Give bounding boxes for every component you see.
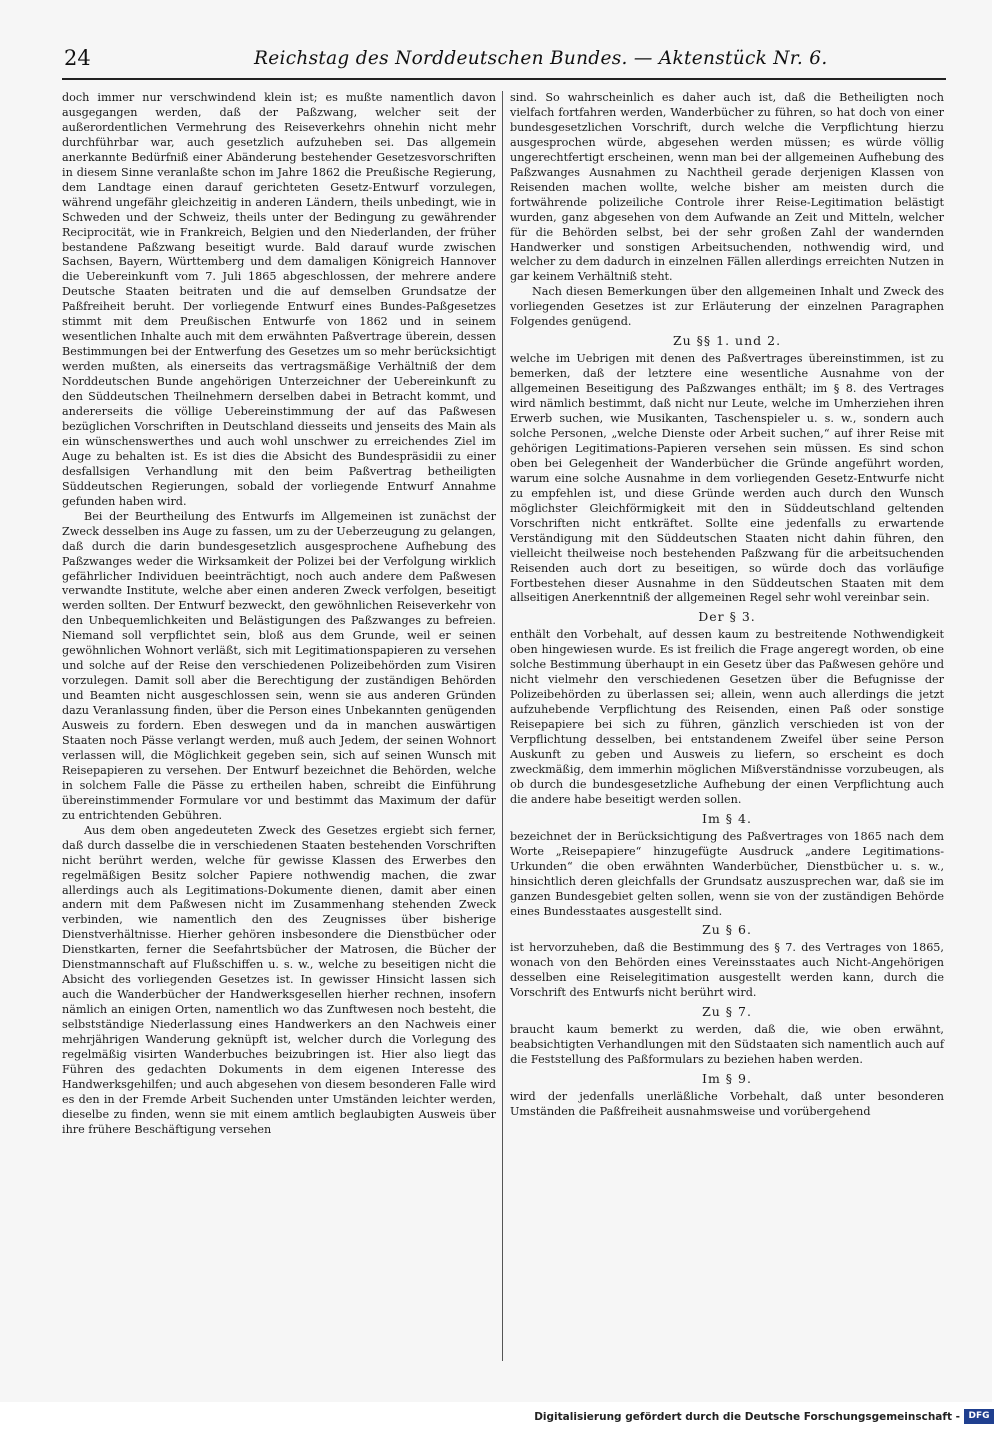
right-column	[510, 91, 944, 1120]
section-heading: Zu §§ 1. und 2.	[672, 333, 782, 349]
section-text: braucht kaum bemerkt zu werden, daß die, wie oben erwähnt, beabsichtigten Verhandlungen mit den Südstaaten sich namentlich auch auf die Feststellung des Paßformulars zu beziehen haben werden.	[510, 1023, 944, 1067]
section-heading: Zu § 6.	[702, 922, 752, 938]
section-heading: Der § 3.	[698, 609, 756, 625]
section-heading: Im § 9.	[702, 1071, 752, 1087]
left-column	[62, 91, 496, 1138]
section-text: welche im Uebrigen mit denen des Paßvertrages übereinstimmen, ist zu bemerken, daß der letztere eine wesentliche Ausnahme von der allgemeinen Beseitigung des Paßzwanges enthält; im § 8. des Vertrages wird nämlich bestimmt, daß nicht nur Leute, welche im Umherziehen ihren Erwerb suchen, wie Musikanten, Taschenspieler u. s. w., sondern auch solche Personen, „welche Dienste oder Arbeit suchen,“ auf ihrer Reise mit gehörigen Legitimations-Papieren versehen sein müssen. Es sind schon oben bei Gelegenheit der Wanderbücher die Gründe angeführt worden, warum eine solche Ausnahme in dem vorliegenden Gesetz-Entwurfe nicht zu empfehlen ist, und diese Gründe werden auch durch den Wunsch möglichster Gleichförmigkeit mit den in Süddeutschland geltenden Vorschriften nicht entkräftet. Sollte eine jedenfalls zu erwartende Verständigung mit den Süddeutschen Staaten nicht dahin führen, den vielleicht theilweise noch bestehenden Paßzwang für die arbeitsuchenden Reisenden auch dort zu beseitigen, so würde doch das vorläufige Fortbestehen dieser Ausnahme in den Süddeutschen Staaten mit dem allseitigen Anerkenntniß der allgemeinen Regel sehr wohl vereinbar sein.	[510, 352, 944, 605]
paragraph: sind. So wahrscheinlich es daher auch ist, daß die Betheiligten noch vielfach fortfahren werden, Wanderbücher zu führen, so hat doch von einer bundesgesetzlichen Vorschrift, durch welche die Verpflichtung hierzu ausgesprochen würde, abgesehen werden müssen; es würde völlig ungerechtfertigt erscheinen, wenn man bei der allgemeinen Aufhebung des Paßzwanges Ausnahmen zu Nachtheil gerade derjenigen Klassen von Reisenden machen wollte, welche bisher am meisten durch die fortwährende polizeiliche Controle ihrer Reise-Legitimation belästigt wurden, ganz abgesehen von dem Aufwande an Zeit und Mitteln, welcher für die Behörden selbst, bei der sehr großen Zahl der wandernden Handwerker und sonstigen Arbeitsuchenden, nothwendig wird, und welcher zu dem dadurch in einzelnen Fällen allerdings erreichten Nutzen in gar keinem Verhältniß steht.	[510, 91, 944, 284]
footer-credit: Digitalisierung gefördert durch die Deutsche Forschungsgemeinschaft -	[534, 1411, 960, 1423]
section-text: wird der jedenfalls unerläßliche Vorbehalt, daß unter besonderen Umständen die Paßfreiheit ausnahmsweise und vorübergehend	[510, 1090, 944, 1118]
section-text: enthält den Vorbehalt, auf dessen kaum zu bestreitende Nothwendigkeit oben hingewiesen wurde. Es ist freilich die Frage angeregt worden, ob eine solche Bestimmung überhaupt in ein Gesetz über das Paßwesen gehöre und nicht vielmehr den verschiedenen Gesetzen über die Befugnisse der Polizeibehörden zu überlassen sei; allein, wenn auch allerdings die jetzt aufzuhebende Verpflichtung des Reisenden, einen Paß oder sonstige Reisepapiere bei sich zu führen, gänzlich verschieden ist von der Verpflichtung desselben, bei entstandenem Zweifel über seine Person Auskunft zu geben und Ausweis zu liefern, so erscheint es doch zweckmäßig, dem immerhin möglichen Mißverständnisse vorzubeugen, als ob durch die bundesgesetzliche Aufhebung der einen Verpflichtung auch die andere habe beseitigt werden sollen.	[510, 628, 944, 806]
paragraph: Bei der Beurtheilung des Entwurfs im Allgemeinen ist zunächst der Zweck desselben ins Auge zu fassen, um zu der Ueberzeugung zu gelangen, daß durch die darin bundesgesetzlich ausgesprochene Aufhebung des Paßzwanges weder die Wirksamkeit der Polizei bei der Verfolgung wirklich gefährlicher Individuen beeinträchtigt, noch auch andere dem Paßwesen verwandte Institute, welche aber einen anderen Zweck verfolgen, beseitigt werden sollten. Der Entwurf bezweckt, den gewöhnlichen Reiseverkehr von den Unbequemlichkeiten und Belästigungen des Paßzwanges zu befreien. Niemand soll verpflichtet sein, bloß aus dem Grunde, weil er seinen gewöhnlichen Wohnort verläßt, sich mit Legitimationspapieren zu versehen und solche auf der Reise den verschiedenen Polizeibehörden zum Visiren vorzulegen. Damit soll aber die Berechtigung der zuständigen Behörden und Beamten nicht ausgeschlossen sein, wenn sie aus anderen Gründen dazu Veranlassung finden, über die Person eines Unbekannten genügenden Ausweis zu fordern. Eben deswegen und da in manchen auswärtigen Staaten noch Pässe verlangt werden, muß auch Jedem, der seinen Wohnort verlassen will, die Möglichkeit gegeben sein, sich auf seinen Wunsch mit Reisepapieren zu versehen. Der Entwurf bezeichnet die Behörden, welche in solchem Falle die Pässe zu ertheilen haben, schreibt die Einführung übereinstimmender Formulare vor und bestimmt das Maximum der dafür zu entrichtenden Gebühren.	[62, 509, 496, 822]
section-heading: Zu § 7.	[702, 1004, 752, 1020]
section-text: bezeichnet der in Berücksichtigung des Paßvertrages von 1865 nach dem Worte „Reisepapiere“ hinzugefügte Ausdruck „andere Legitimations-Urkunden“ die oben erwähnten Wanderbücher, Dienstbücher u. s. w., hinsichtlich deren gleichfalls der Grundsatz auszusprechen war, daß sie im ganzen Bundesgebiet gelten sollen, wenn sie von der zuständigen Behörde eines Bundesstaates ausgestellt sind.	[510, 829, 944, 918]
header-rule	[62, 78, 946, 80]
paragraph: Aus dem oben angedeuteten Zweck des Gesetzes ergiebt sich ferner, daß durch dasselbe die in verschiedenen Staaten bestehenden Vorschriften nicht berührt werden, welche für gewisse Klassen des Erwerbes den regelmäßigen Besitz solcher Papiere nothwendig machen, die zwar allerdings auch als Legitimations-Dokumente dienen, damit aber einen andern mit dem Paßwesen nicht im Zusammenhang stehenden Zweck verbinden, wie namentlich den des Zeugnisses über bisherige Dienstverhältnisse. Hierher gehören insbesondere die Dienstbücher oder Dienstkarten, ferner die Seefahrtsbücher der Matrosen, die Bücher der Dienstmannschaft auf Flußschiffen u. s. w., welche zu beseitigen nicht die Absicht des vorliegenden Gesetzes ist. In gewisser Hinsicht lassen sich auch die Wanderbücher der Handwerksgesellen hierher rechnen, insofern nämlich an einigen Orten, namentlich wo das Zunftwesen noch besteht, die selbstständige Niederlassung eines Handwerkers an den Nachweis einer mehrjährigen Wanderung geknüpft ist, welcher durch die Vorlegung des regelmäßig visirten Wanderbuches beizubringen ist. Hier also liegt das Führen des gedachten Dokuments in dem eigenen Interesse des Handwerksgehilfen; und auch abgesehen von diesem besonderen Falle wird es den in der Fremde Arbeit Suchenden unter Umständen leichter werden, dieselbe zu finden, wenn sie mit einem amtlich beglaubigten Ausweis über ihre frühere Beschäftigung versehen	[62, 823, 496, 1136]
section-heading: Im § 4.	[702, 810, 752, 826]
section-text: ist hervorzuheben, daß die Bestimmung des § 7. des Vertrages von 1865, wonach von den Behörden eines Vereinsstaates auch Nicht-Angehörigen desselben eine Reiselegitimation ausgestellt werden kann, durch die Vorschrift des Entwurfs nicht berührt wird.	[510, 941, 944, 1000]
paragraph: Nach diesen Bemerkungen über den allgemeinen Inhalt und Zweck des vorliegenden Gesetzes ist zur Erläuterung der einzelnen Paragraphen Folgendes genügend.	[510, 285, 944, 329]
paragraph: doch immer nur verschwindend klein ist; es mußte namentlich davon ausgegangen werden, daß der Paßzwang, welcher seit der außerordentlichen Vermehrung des Reiseverkehrs ohnehin nicht mehr durchführbar war, auch gesetzlich aufzuheben sei. Das allgemein anerkannte Bedürfniß einer Abänderung bestehender Gesetzesvorschriften in diesem Sinne veranlaßte schon im Jahre 1862 die Preußische Regierung, dem Landtage einen darauf gerichteten Gesetz-Entwurf vorzulegen, während ungefähr gleichzeitig in anderen Ländern, theils unbedingt, wie in Schweden und der Schweiz, theils unter der Bedingung zu gewährender Reciprocität, wie in Frankreich, Belgien und den Niederlanden, der früher bestandene Paßzwang beseitigt wurde. Bald darauf wurde zwischen Sachsen, Bayern, Württemberg und dem damaligen Königreich Hannover die Uebereinkunft vom 7. Juli 1865 abgeschlossen, der mehrere andere Deutsche Staaten beitraten und die auf demselben Grundsatze der Paßfreiheit beruht. Der vorliegende Entwurf eines Bundes-Paßgesetzes stimmt mit dem Preußischen Entwurfe von 1862 und in seinem wesentlichen Inhalte auch mit dem erwähnten Paßvertrage überein, dessen Bestimmungen bei der Entwerfung des Gesetzes um so mehr berücksichtigt werden mußten, als einerseits das vertragsmäßige Verhältniß der dem Norddeutschen Bunde angehörigen Unterzeichner der Uebereinkunft zu den Süddeutschen Theilnehmern derselben dabei in Betracht kommt, und andererseits die völlige Uebereinstimmung der auf das Paßwesen bezüglichen Vorschriften in Deutschland diesseits und jenseits des Main als ein wünschenswerthes und auch wohl unschwer zu erreichendes Ziel im Auge zu behalten ist. Es ist dies die Absicht des Bundespräsidii zu einer desfallsigen Verhandlung mit den beim Paßvertrag betheiligten Süddeutschen Regierungen, sobald der vorliegende Entwurf Annahme gefunden haben wird.	[62, 91, 496, 508]
digitization-footer	[0, 1402, 1000, 1432]
dfg-logo: DFG	[964, 1409, 994, 1424]
running-head: Reichstag des Norddeutschen Bundes. — Aktenstück Nr. 6.	[254, 48, 828, 69]
page-number: 24	[64, 46, 91, 70]
column-divider	[502, 91, 503, 1361]
page-header	[62, 42, 946, 76]
